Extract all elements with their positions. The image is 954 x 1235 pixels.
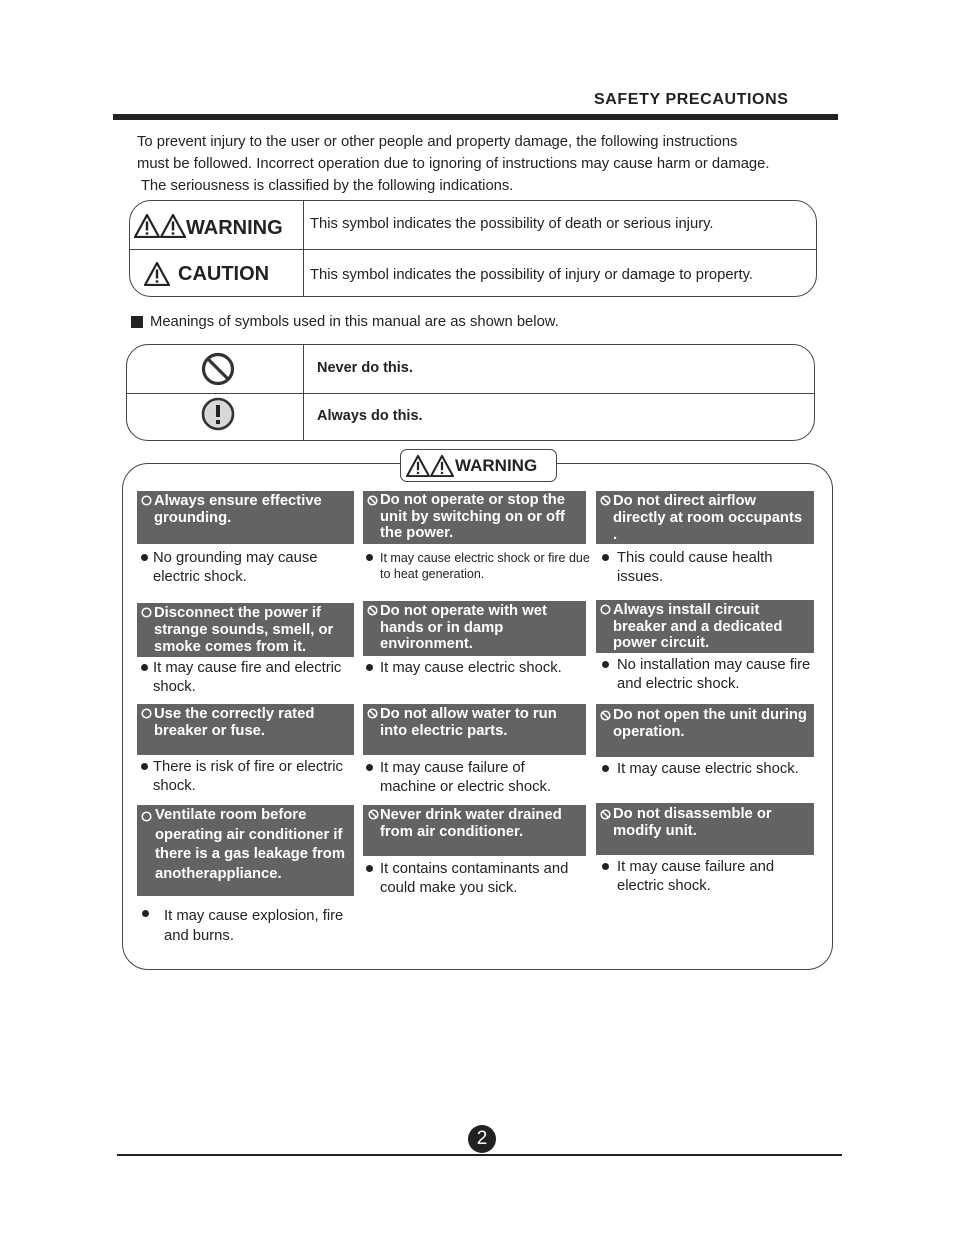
- caution-triangle-icon: [144, 262, 170, 286]
- card-title: Use the correctly rated breaker or fuse.: [154, 706, 315, 739]
- card-title: Do not open the unit during operation.: [613, 707, 807, 740]
- warning-badge-label: WARNING: [455, 455, 538, 475]
- card-header: [137, 704, 354, 755]
- card-note-text: It contains contaminants and could make you sick.: [380, 861, 569, 896]
- intro-line: To prevent injury to the user or other people and property damage, the following instructions: [137, 134, 738, 150]
- card-note: [617, 656, 812, 694]
- circle-icon: [141, 708, 152, 719]
- card-note-text: It may cause electric shock or fire due to heat generation.: [380, 551, 590, 581]
- card-title: Do not operate with wet hands or in damp environment.: [380, 603, 547, 652]
- card-note: [153, 758, 353, 796]
- warning-badge: [400, 449, 557, 482]
- always-do-this-text: Always do this.: [317, 408, 423, 424]
- card-title: Disconnect the power if strange sounds, smell, or smoke comes from it.: [154, 605, 334, 655]
- prohibited-icon: [368, 809, 379, 820]
- card-title: Always ensure effective grounding.: [154, 493, 322, 526]
- card-note: [164, 906, 349, 946]
- card-note-text: This could cause health issues.: [617, 550, 773, 585]
- card-header: [596, 803, 814, 855]
- card-header: [363, 704, 586, 755]
- card-note: [380, 550, 595, 582]
- card-note: [617, 858, 802, 896]
- card-note: [380, 659, 595, 678]
- prohibited-icon: [367, 495, 378, 506]
- card-note-text: It may cause explosion, fire and burns.: [164, 908, 344, 944]
- symbol-table: [126, 344, 815, 441]
- card-note-text: It may cause electric shock.: [380, 660, 562, 676]
- card-note-text: It may cause failure of machine or electric shock.: [380, 760, 552, 795]
- warning-triangle-icon: [430, 455, 454, 477]
- intro-line: must be followed. Incorrect operation due to ignoring of instructions may cause harm or damage.: [137, 156, 770, 172]
- symbols-caption: [131, 314, 559, 330]
- intro-paragraph: [137, 131, 837, 197]
- warning-indication: [134, 211, 283, 240]
- card-note-text: It may cause electric shock.: [617, 761, 799, 777]
- card-note-text: No grounding may cause electric shock.: [153, 550, 318, 585]
- symbols-caption-text: Meanings of symbols used in this manual are as shown below.: [150, 314, 559, 330]
- card-note-text: It may cause failure and electric shock.: [617, 859, 775, 894]
- card-header: [363, 491, 586, 544]
- warning-label: WARNING: [186, 217, 283, 239]
- header-rule: [113, 114, 838, 120]
- prohibited-icon: [600, 809, 611, 820]
- card-title: Do not allow water to run into electric parts.: [380, 706, 557, 739]
- card-title: Never drink water drained from air conditioner.: [380, 807, 562, 840]
- card-title: Always install circuit breaker and a dedicated power circuit.: [613, 602, 783, 651]
- card-header: [596, 704, 814, 757]
- card-header: [363, 601, 586, 656]
- card-header: [137, 491, 354, 544]
- prohibited-icon: [367, 605, 378, 616]
- warning-triangle-icon: [406, 455, 430, 477]
- caution-description: This symbol indicates the possibility of injury or damage to property.: [310, 267, 754, 283]
- prohibited-icon: [600, 495, 611, 506]
- prohibited-icon: [367, 708, 378, 719]
- circle-icon: [141, 607, 152, 618]
- card-header: [137, 805, 354, 896]
- footer-rule: [117, 1154, 842, 1156]
- page-number: 2: [468, 1125, 496, 1153]
- caution-indication: [144, 262, 269, 286]
- warning-triangle-icon: [134, 214, 160, 238]
- card-note-text: No installation may cause fire and electric shock.: [617, 657, 811, 692]
- warning-triangle-icon: [160, 214, 186, 238]
- prohibited-icon: [201, 352, 235, 386]
- card-header: [596, 600, 814, 653]
- page-title: SAFETY PRECAUTIONS: [594, 91, 789, 108]
- card-note: [617, 549, 802, 587]
- card-title: Ventilate room before operating air conditioner if there is a gas leakage from anotherappliance.: [155, 807, 345, 882]
- never-do-this-text: Never do this.: [317, 360, 413, 376]
- card-header: [363, 805, 586, 856]
- circle-icon: [141, 495, 152, 506]
- card-note-text: It may cause fire and electric shock.: [153, 660, 342, 695]
- warning-description: This symbol indicates the possibility of death or serious injury.: [310, 216, 714, 232]
- card-title: Do not direct airflow directly at room occupants .: [613, 493, 803, 543]
- caution-label: CAUTION: [178, 262, 270, 285]
- card-header: [596, 491, 814, 544]
- circle-icon: [141, 811, 152, 822]
- card-note: [380, 759, 580, 797]
- intro-line: The seriousness is classified by the following indications.: [137, 178, 514, 194]
- card-note: [380, 860, 595, 898]
- card-title: Do not operate or stop the unit by switching on or off the power.: [380, 492, 565, 541]
- card-note: [153, 549, 353, 587]
- card-title: Do not disassemble or modify unit.: [613, 806, 772, 839]
- indication-table: [129, 200, 817, 297]
- card-note-text: There is risk of fire or electric shock.: [153, 759, 343, 794]
- exclamation-icon: [201, 397, 235, 431]
- card-header: [137, 603, 354, 657]
- prohibited-icon: [600, 710, 611, 721]
- card-note: [617, 760, 822, 779]
- circle-icon: [600, 604, 611, 615]
- card-note: [153, 659, 353, 697]
- square-bullet-icon: [131, 316, 143, 328]
